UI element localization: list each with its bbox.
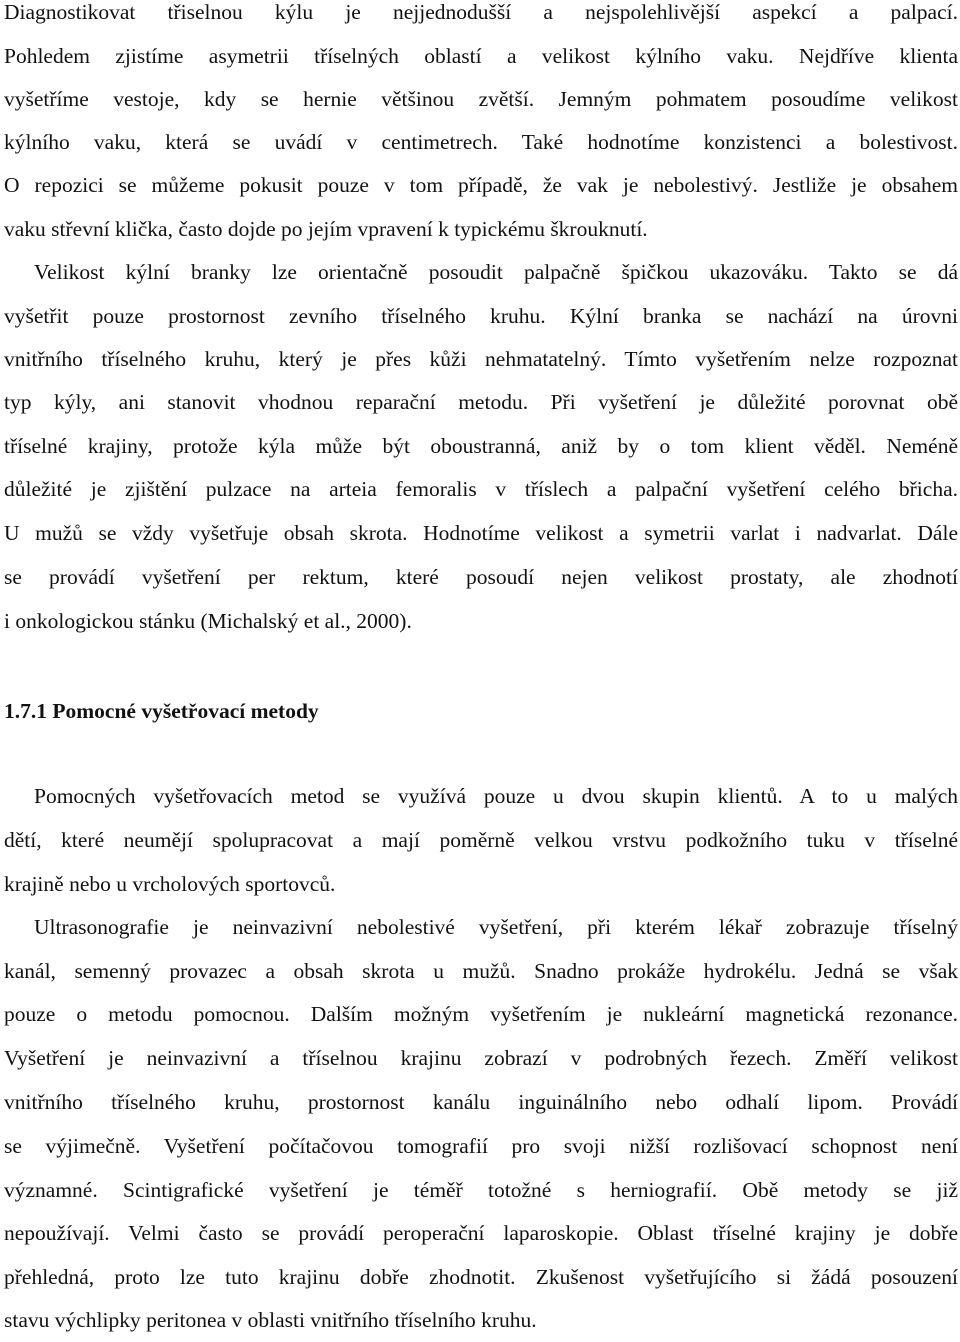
paragraph-2-line: důležité je zjištění pulzace na arteia femoralis v tříslech a palpační vyšetření celého břicha. [4,477,958,501]
paragraph-4-line: kanál, semenný provazec a obsah skrota u mužů. Snadno prokáže hydrokélu. Jedná se však [4,959,958,983]
paragraph-4-line: nepoužívají. Velmi často se provádí peroperační laparoskopie. Oblast tříselné krajiny je dobře [4,1221,958,1245]
paragraph-2-line: i onkologickou stánku (Michalský et al., 2000). [4,609,412,633]
paragraph-1-line: kýlního vaku, která se uvádí v centimetrech. Také hodnotíme konzistenci a bolestivost. [4,130,958,154]
paragraph-3-line: Pomocných vyšetřovacích metod se využívá pouze u dvou skupin klientů. A to u malých [34,784,958,808]
paragraph-1-line: O repozici se můžeme pokusit pouze v tom případě, že vak je nebolestivý. Jestliže je obsahem [4,173,958,197]
paragraph-4-line: Ultrasonografie je neinvazivní nebolestivé vyšetření, při kterém lékař zobrazuje tříselný [34,915,958,939]
paragraph-4-line: se výjimečně. Vyšetření počítačovou tomografií pro svoji nižší rozlišovací schopnost není [4,1134,958,1158]
paragraph-4-line: stavu výchlipky peritonea v oblasti vnitřního tříselního kruhu. [4,1308,537,1332]
paragraph-1-line: vyšetříme vestoje, kdy se hernie většinou zvětší. Jemným pohmatem posoudíme velikost [4,87,958,111]
paragraph-2-line: Velikost kýlní branky lze orientačně posoudit palpačně špičkou ukazováku. Takto se dá [34,260,958,284]
paragraph-1-line: Diagnostikovat třiselnou kýlu je nejjednodušší a nejspolehlivější aspekcí a palpací. [4,0,958,24]
paragraph-4-line: vnitřního tříselného kruhu, prostornost kanálu inguinálního nebo odhalí lipom. Provádí [4,1090,958,1114]
paragraph-4-line: přehledná, proto lze tuto krajinu dobře zhodnotit. Zkušenost vyšetřujícího si žádá posouzení [4,1265,958,1289]
paragraph-1-line: Pohledem zjistíme asymetrii tříselných oblastí a velikost kýlního vaku. Nejdříve klienta [4,44,958,68]
paragraph-2-line: typ kýly, ani stanovit vhodnou reparační metodu. Při vyšetření je důležité porovnat obě [4,390,958,414]
paragraph-1-line: vaku střevní klička, často dojde po jejím vpravení k typickému škrouknutí. [4,217,648,241]
paragraph-4-line: významné. Scintigrafické vyšetření je téměř totožné s herniografií. Obě metody se již [4,1178,958,1202]
paragraph-2-line: tříselné krajiny, protože kýla může být oboustranná, aniž by o tom klient věděl. Neméně [4,434,958,458]
paragraph-4-line: pouze o metodu pomocnou. Dalším možným vyšetřením je nukleární magnetická rezonance. [4,1002,958,1026]
paragraph-2-line: se provádí vyšetření per rektum, které posoudí nejen velikost prostaty, ale zhodnotí [4,565,958,589]
paragraph-3-line: krajině nebo u vrcholových sportovců. [4,872,336,896]
paragraph-2-line: vnitřního tříselného kruhu, který je přes kůži nehmatatelný. Tímto vyšetřením nelze rozpoznat [4,347,958,371]
paragraph-4-line: Vyšetření je neinvazivní a tříselnou krajinu zobrazí v podrobných řezech. Změří velikost [4,1046,958,1070]
paragraph-2-line: U mužů se vždy vyšetřuje obsah skrota. Hodnotíme velikost a symetrii varlat i nadvarlat. Dále [4,521,958,545]
section-heading: 1.7.1 Pomocné vyšetřovací metody [4,699,319,723]
paragraph-3-line: dětí, které neumějí spolupracovat a mají poměrně velkou vrstvu podkožního tuku v tříselné [4,828,958,852]
paragraph-2-line: vyšetřit pouze prostornost zevního tříselného kruhu. Kýlní branka se nachází na úrovni [4,304,958,328]
